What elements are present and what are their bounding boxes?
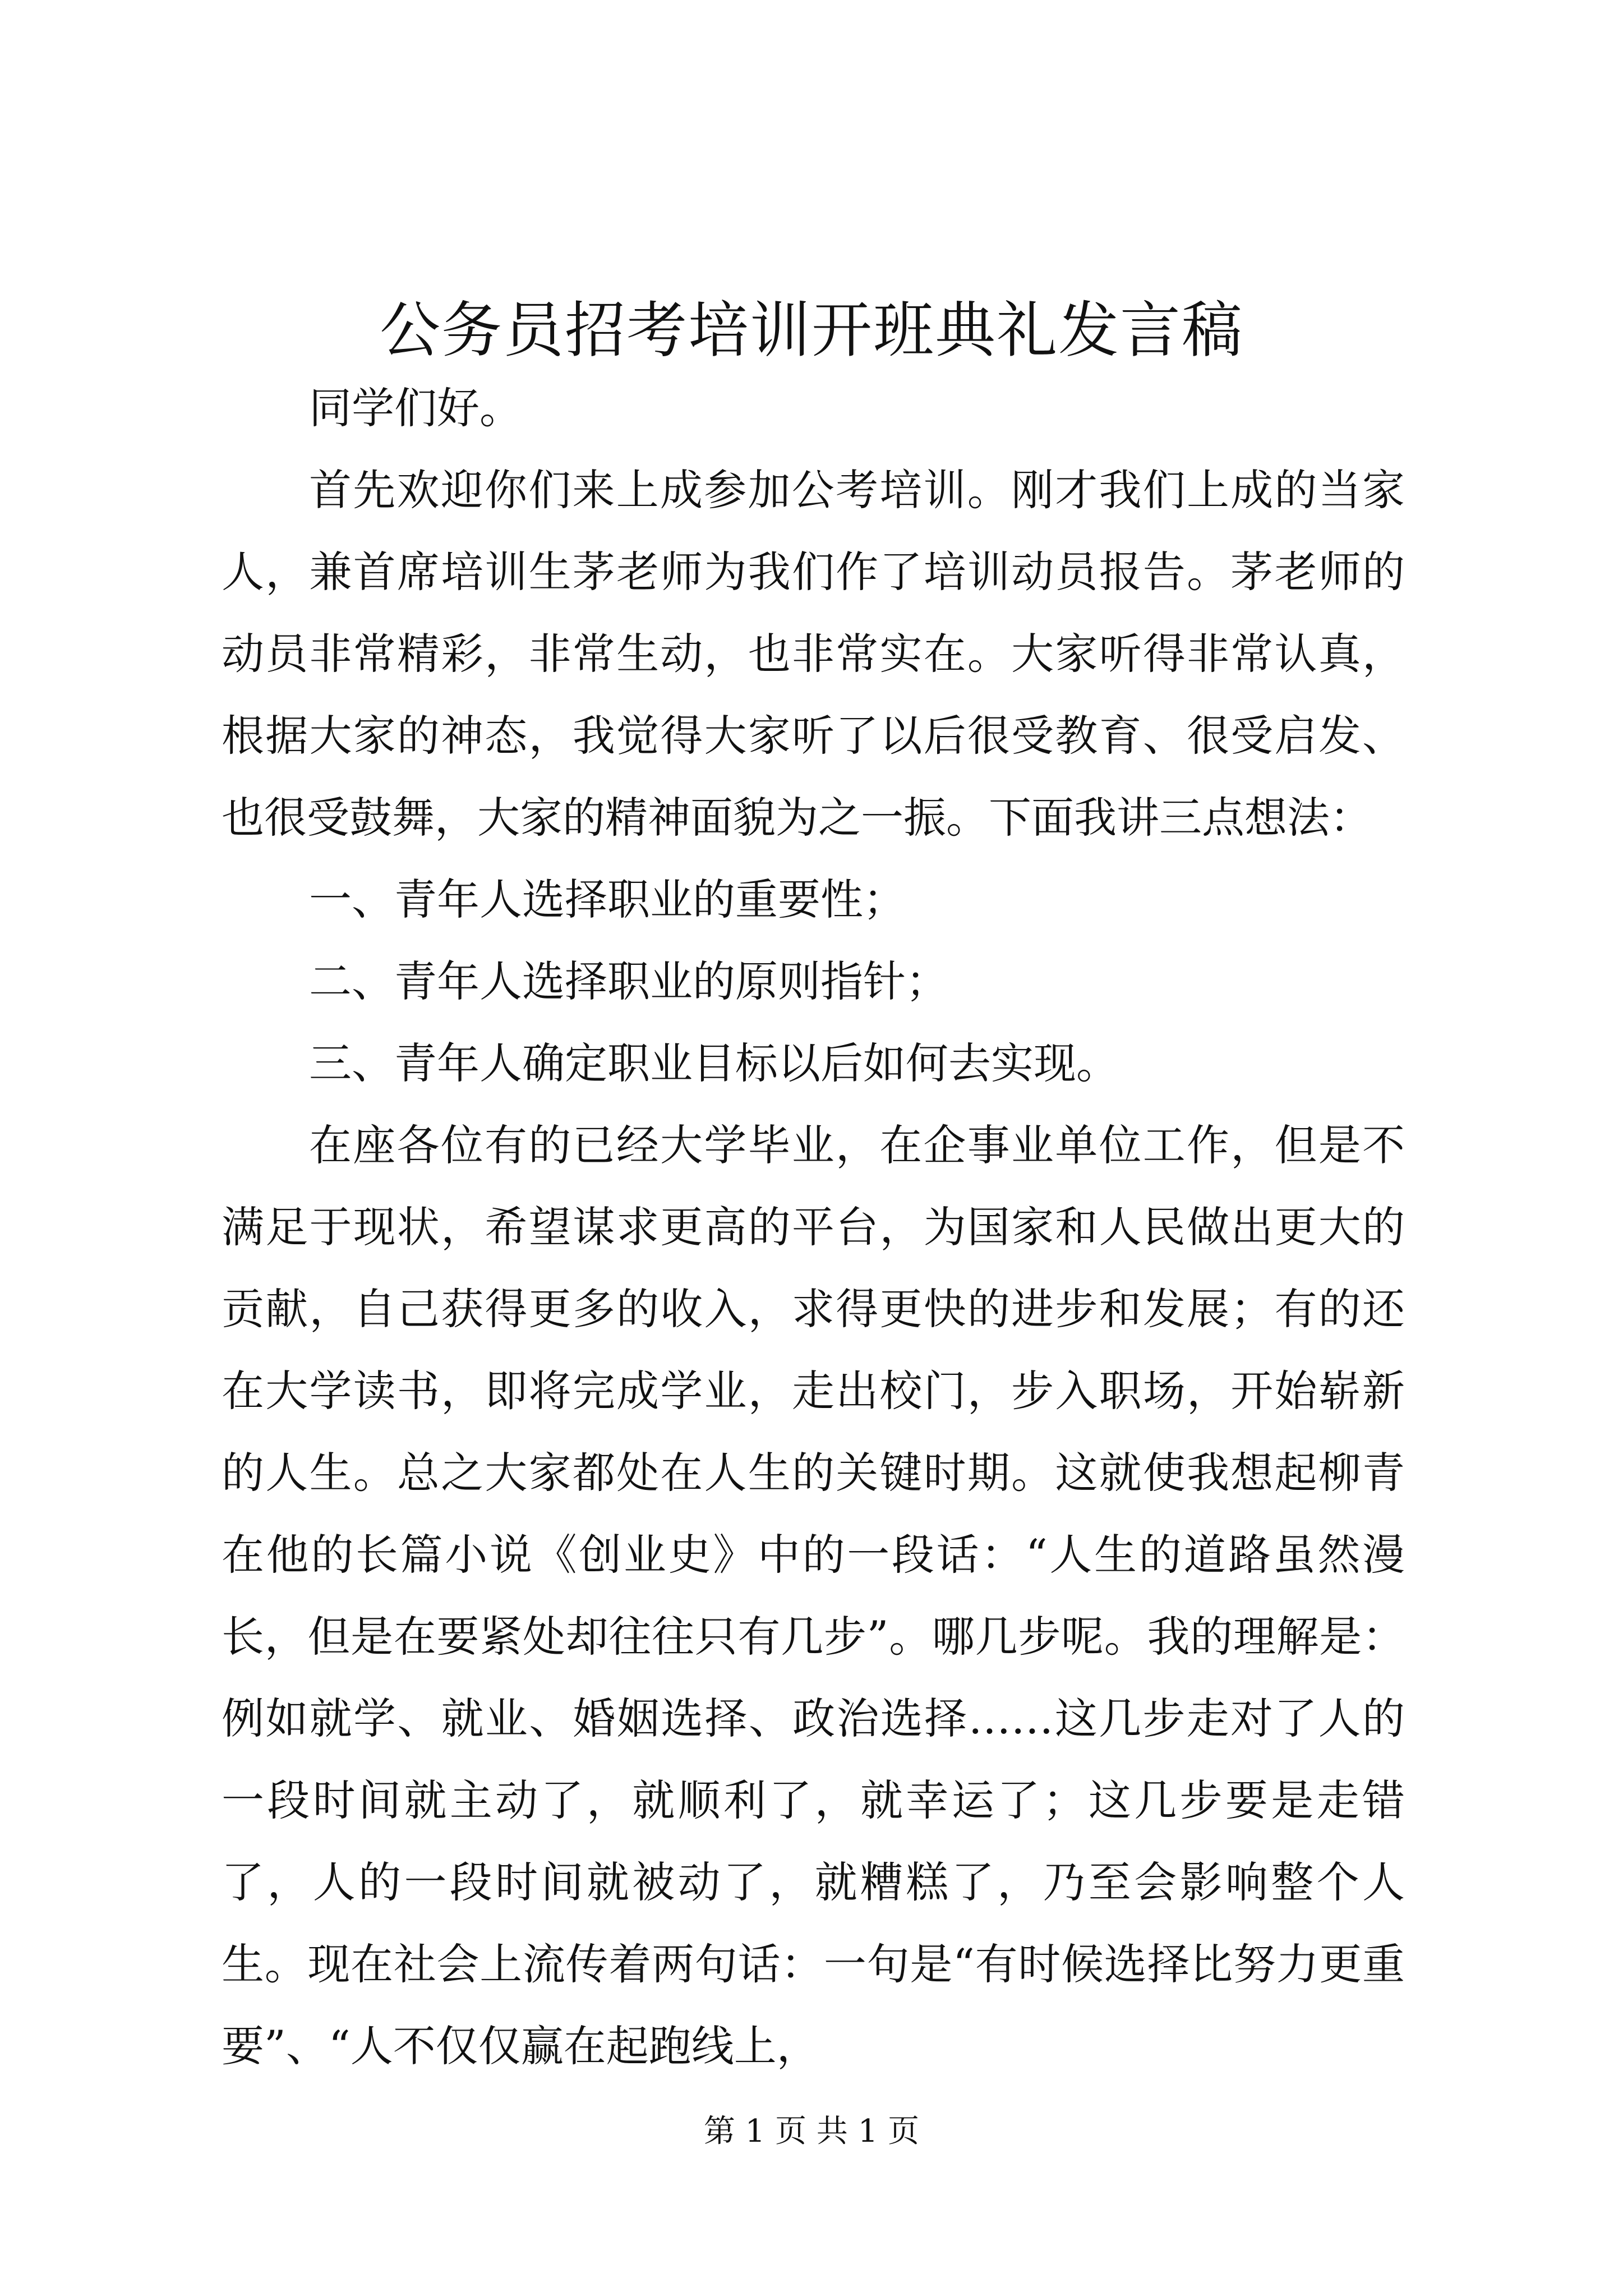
document-title: 公务员招考培训开班典礼发言稿 bbox=[379, 296, 1243, 366]
paragraph-greeting: 同学们好。 bbox=[309, 383, 522, 433]
paragraph-point-two: 二、青年人选择职业的原则指针； bbox=[309, 956, 948, 1006]
document-body bbox=[222, 367, 1405, 2087]
paragraph-intro: 首先欢迎你们来上成参加公考培训。刚才我们上成的当家人，兼首席培训生茅老师为我们作了培训动员报告。茅老师的动员非常精彩，非常生动，也非常实在。大家听得非常认真，根据大家的神态，我觉得大家听了以后很受教育、很受启发、也很受鼓舞，大家的精神面貌为之一振。下面我讲三点想法： bbox=[222, 465, 1405, 843]
paragraph-point-one: 一、青年人选择职业的重要性； bbox=[309, 875, 906, 924]
paragraph-point-three: 三、青年人确定职业目标以后如何去实现。 bbox=[309, 1038, 1119, 1088]
page-footer: 第 1 页 共 1 页 bbox=[703, 2113, 920, 2150]
paragraph-body: 在座各位有的已经大学毕业，在企事业单位工作，但是不满足于现状，希望谋求更高的平台，为国家和人民做出更大的贡献，自己获得更多的收入，求得更快的进步和发展；有的还在大学读书，即将完成学业，走出校门，步入职场，开始崭新的人生。总之大家都处在人生的关键时期。这就使我想起柳青在他的长篇小说《创业史》中的一段话：“人生的道路虽然漫长，但是在要紧处却往往只有几步”。哪几步呢。我的理解是：例如就学、就业、婚姻选择、政治选择……这几步走对了人的一段时间就主动了，就顺利了，就幸运了；这几步要是走错了，人的一段时间就被动了，就糟糕了，乃至会影响整个人生。现在社会上流传着两句话：一句是“有时候选择比努力更重要”、“人不仅仅赢在起跑线上， bbox=[222, 1120, 1405, 2071]
